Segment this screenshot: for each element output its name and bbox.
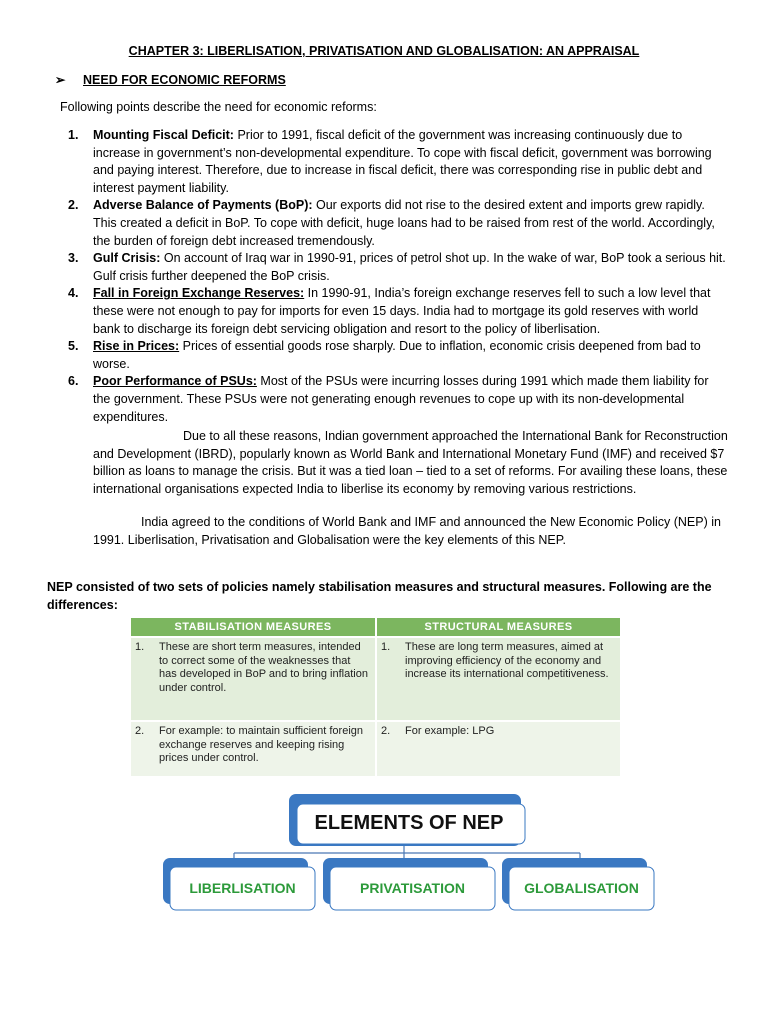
section-heading-text: NEED FOR ECONOMIC REFORMS xyxy=(83,73,286,87)
cell-number: 1. xyxy=(381,641,391,653)
item-label: Gulf Crisis: xyxy=(93,251,161,266)
item-number: 4. xyxy=(68,286,79,301)
cell-text: For example: LPG xyxy=(405,725,495,737)
item-text: Prices of essential goods rose sharply. Due to inflation, economic crisis deepened from bad to worse. xyxy=(93,339,701,371)
item-number: 6. xyxy=(68,374,79,389)
item-label: Adverse Balance of Payments (BoP): xyxy=(93,198,313,213)
cell-number: 2. xyxy=(381,725,391,737)
cell-number: 2. xyxy=(135,725,145,737)
item-label: Mounting Fiscal Deficit: xyxy=(93,128,234,142)
header-structural: STRUCTURAL MEASURES xyxy=(376,618,621,637)
diagram-title: ELEMENTS OF NEP xyxy=(314,811,504,834)
item-label: Poor Performance of PSUs: xyxy=(93,374,257,389)
element-privatisation: PRIVATISATION xyxy=(360,880,465,896)
cell-text: For example: to maintain sufficient foreign exchange reserves and keeping rising prices under control. xyxy=(159,725,364,764)
item-label: Rise in Prices: xyxy=(93,339,180,354)
chapter-title: CHAPTER 3: LIBERLISATION, PRIVATISATION AND GLOBALISATION: AN APPRAISAL xyxy=(128,44,640,58)
element-globalisation: GLOBALISATION xyxy=(524,880,639,896)
item-number: 5. xyxy=(68,339,79,354)
element-liberlisation: LIBERLISATION xyxy=(189,880,296,896)
item-text: Prior to 1991, fiscal deficit of the government was increasing continuously due to increase in government’s non-developmental expenditure. To cope with fiscal deficit, government was borrowing and paying interest. Therefore, due to increase in fiscal deficit, there was corresponding rise in public debt and interest payment liability. xyxy=(93,128,712,195)
paragraph-text: Due to all these reasons, Indian government approached the International Bank for Reconstruction and Development (IBRD), popularly known as World Bank and International Monetary Fund (IMF) and received $7 billion as loans to manage the crisis. But it was a tied loan – tied to a set of reforms. For availing these loans, these international organisations expected India to liberlise its economy by removing various restrictions. xyxy=(93,429,728,496)
item-text: Our exports did not rise to the desired extent and imports grew rapidly. This created a deficit in BoP. To cope with deficit, huge loans had to be raised from rest of the world. Accordingly, the burden of foreign debt increased tremendously. xyxy=(93,198,715,248)
diagram-connector xyxy=(234,845,580,858)
paragraph-text: India agreed to the conditions of World Bank and IMF and announced the New Economic Policy (NEP) in 1991. Liberlisation, Privatisation and Globalisation were the key elements of this NEP. xyxy=(93,515,721,547)
arrow-bullet-icon: ➢ xyxy=(55,73,66,87)
cell-text: These are long term measures, aimed at improving efficiency of the economy and increase its international competitiveness. xyxy=(405,641,609,680)
cell-text: These are short term measures, intended to correct some of the weaknesses that has developed in BoP and to bring inflation under control. xyxy=(159,641,368,694)
item-text: Most of the PSUs were incurring losses during 1991 which made them liability for the government. These PSUs were not generating enough revenues to cope up with its non-developmental expenditures. xyxy=(93,374,709,424)
item-number: 1. xyxy=(68,128,79,142)
intro-text: Following points describe the need for economic reforms: xyxy=(60,100,377,114)
item-text: In 1990-91, India’s foreign exchange reserves fell to such a low level that these were not enough to pay for imports for even 15 days. India had to mortgage its gold reserves with world bank to discharge its foreign debt servicing obligation and resort to the policy of liberlisation. xyxy=(93,286,711,336)
header-stabilisation: STABILISATION MEASURES xyxy=(131,618,376,637)
cell-number: 1. xyxy=(135,641,145,653)
nep-intro-text: NEP consisted of two sets of policies namely stabilisation measures and structural measures. Following are the differences: xyxy=(47,580,712,612)
item-label: Fall in Foreign Exchange Reserves: xyxy=(93,286,305,301)
item-text: On account of Iraq war in 1990-91, prices of petrol shot up. In the wake of war, BoP took a serious hit. Gulf crisis further deepened the BoP crisis. xyxy=(93,251,726,283)
item-number: 3. xyxy=(68,251,79,266)
item-number: 2. xyxy=(68,198,79,213)
